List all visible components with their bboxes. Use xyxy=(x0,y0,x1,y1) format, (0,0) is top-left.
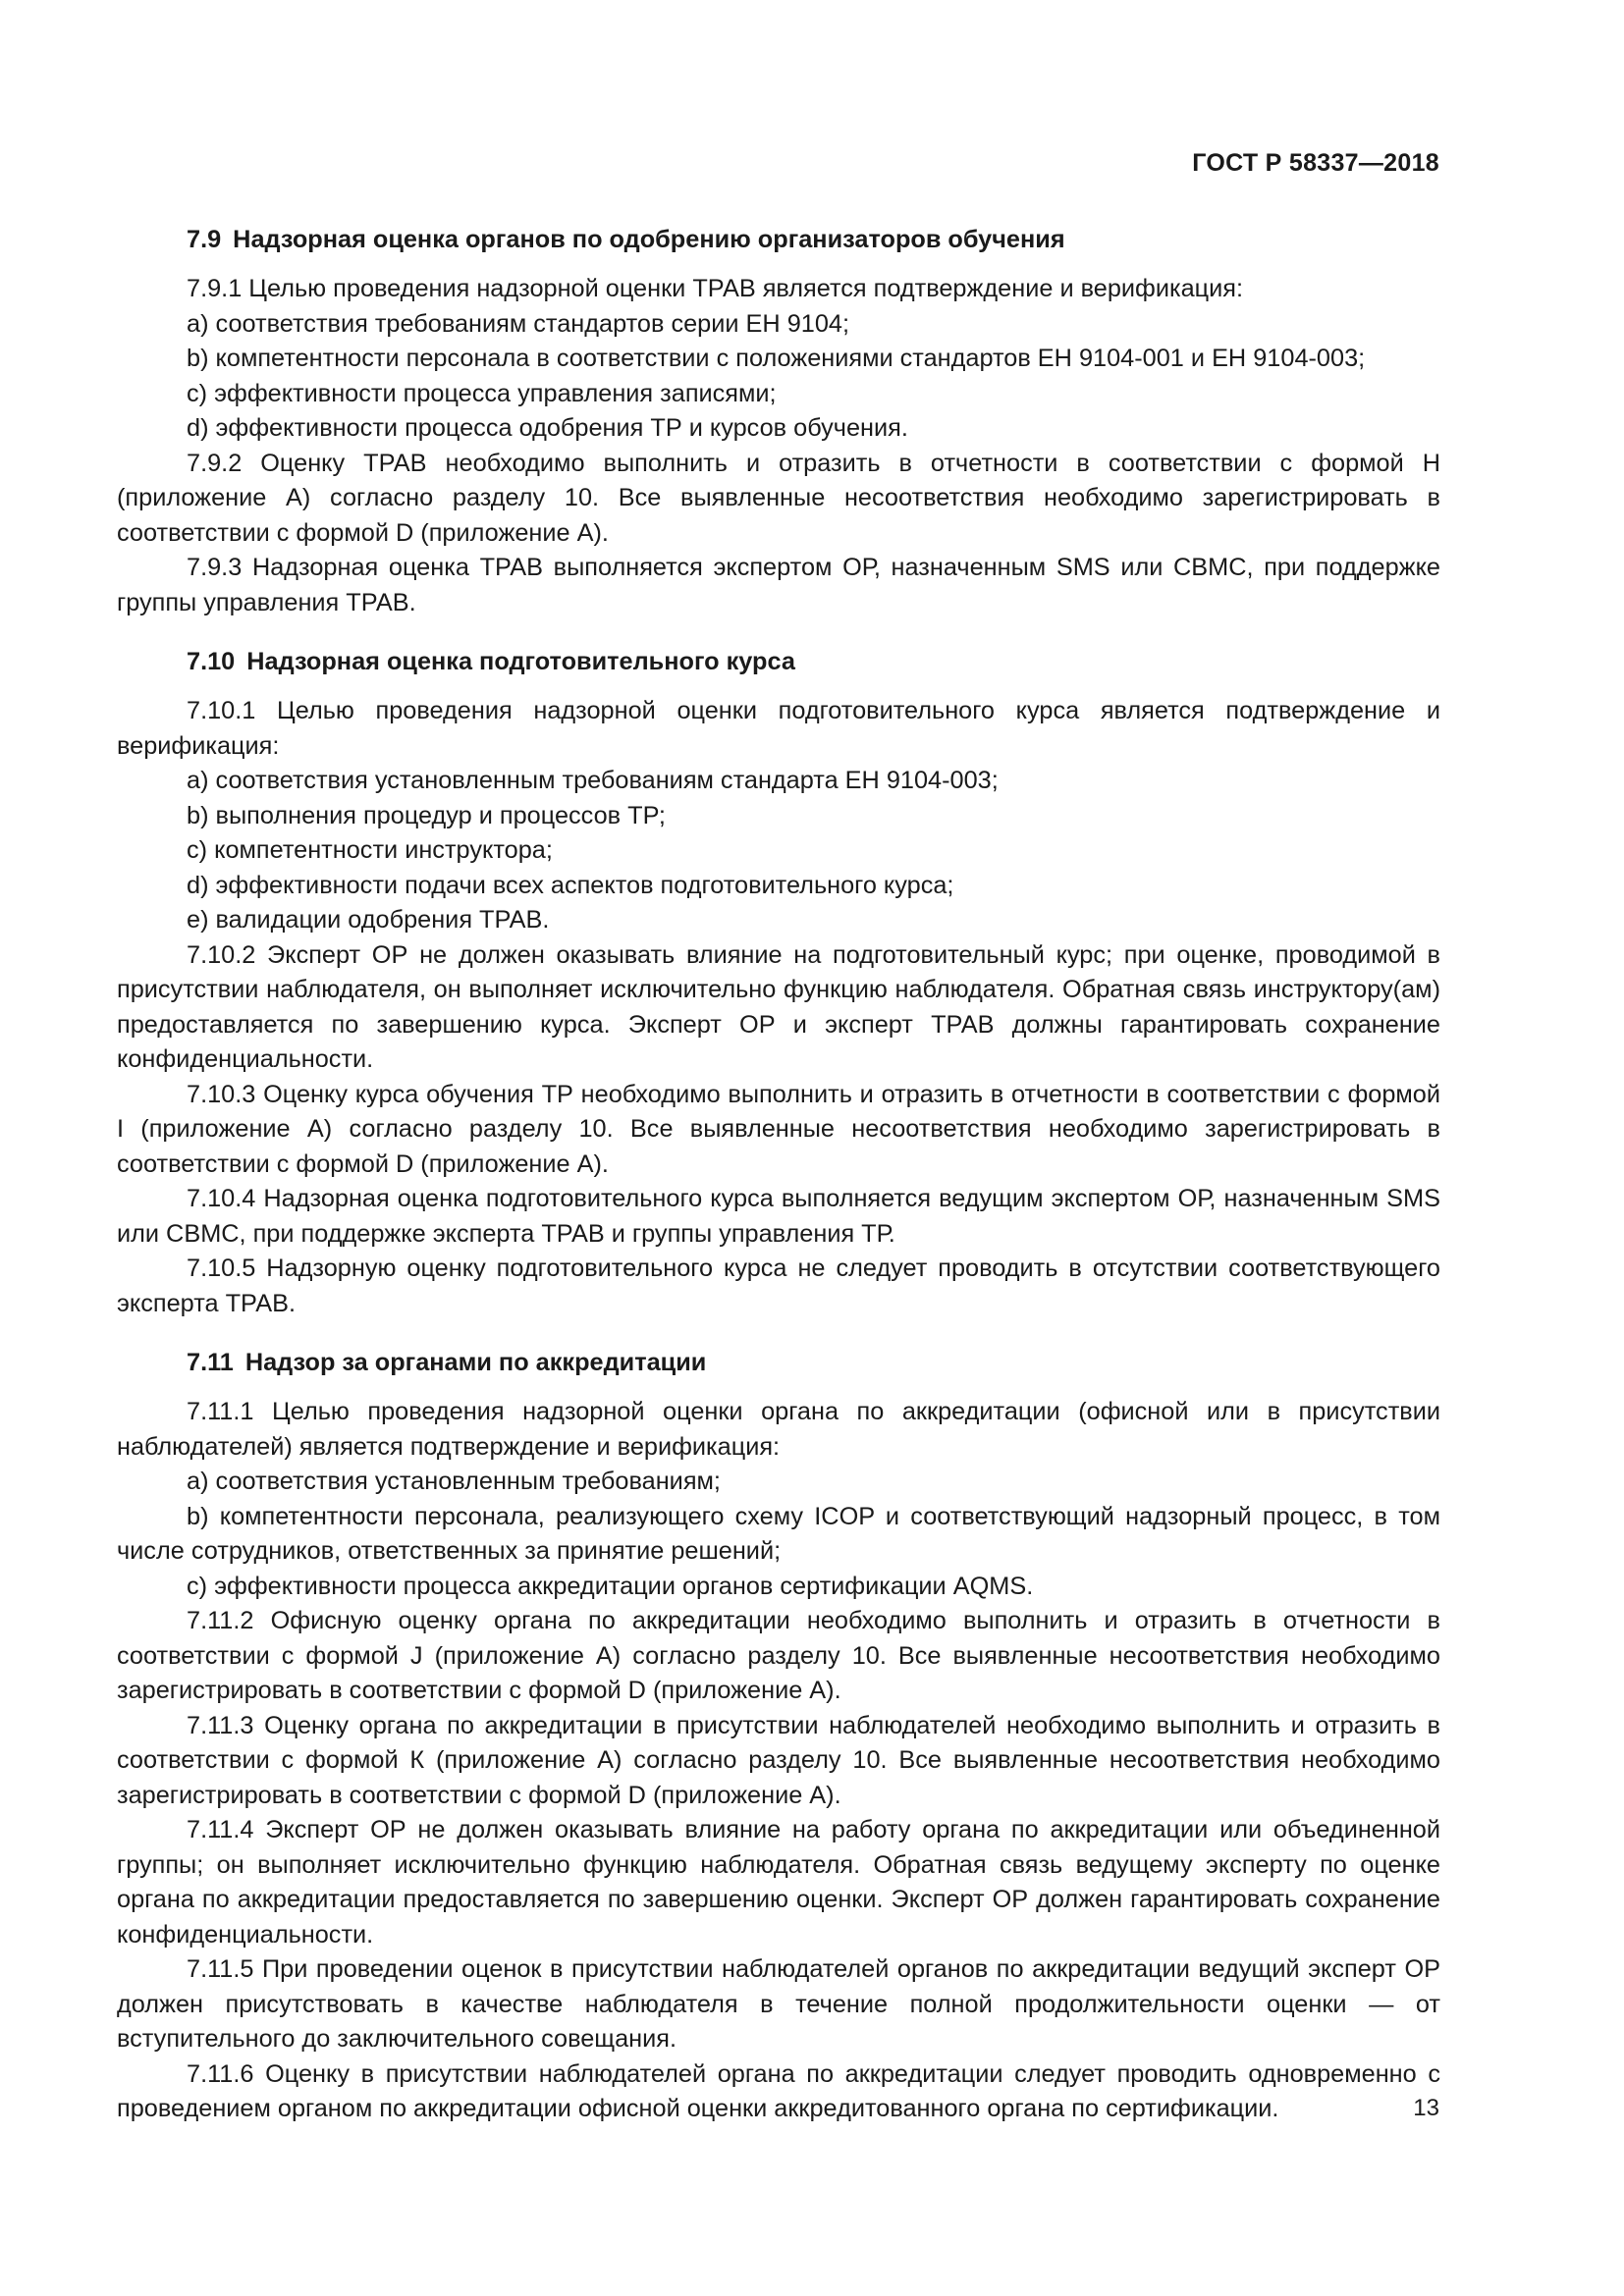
list-item: b) выполнения процедур и процессов ТР; xyxy=(187,801,666,829)
section-number: 7.10 xyxy=(187,648,236,675)
paragraph: 7.9.1 Целью проведения надзорной оценки ТРАВ является подтверждение и верификация: xyxy=(187,275,1244,302)
section-number: 7.11 xyxy=(187,1349,234,1376)
paragraph: 7.9.2 Оценку ТРАВ необходимо выполнить и отразить в отчетности в соответствии с формой Н (приложение А) согласно разделу 10. Все выявленные несоответствия необходимо зарегистрировать в соответствии с формой D (приложение А). xyxy=(117,449,1440,547)
list-item: d) эффективности процесса одобрения ТР и курсов обучения. xyxy=(187,414,908,442)
paragraph: 7.11.4 Эксперт ОР не должен оказывать влияние на работу органа по аккредитации или объединенной группы; он выполняет исключительно функцию наблюдателя. Обратная связь ведущему эксперту по оценке органа по аккредитации предоставляется по завершению оценки. Эксперт ОР должен гарантировать сохранение конфиденциальности. xyxy=(117,1816,1440,1949)
list-item: a) соответствия требованиям стандартов серии ЕН 9104; xyxy=(187,309,849,338)
paragraph: 7.10.5 Надзорную оценку подготовительного курса не следует проводить в отсутствии соответствующего эксперта ТРАВ. xyxy=(117,1255,1440,1317)
list-item: a) соответствия установленным требованиям; xyxy=(187,1468,721,1495)
document-body xyxy=(117,224,1440,2127)
list-item: a) соответствия установленным требованиям стандарта ЕН 9104-003; xyxy=(187,767,999,794)
section-title: Надзорная оценка подготовительного курса xyxy=(246,648,795,675)
list-item: c) эффективности процесса аккредитации органов сертификации AQMS. xyxy=(187,1572,1034,1600)
section-title: Надзорная оценка органов по одобрению организаторов обучения xyxy=(233,226,1065,253)
paragraph: 7.10.1 Целью проведения надзорной оценки подготовительного курса является подтверждение и верификация: xyxy=(117,697,1440,760)
paragraph: 7.11.1 Целью проведения надзорной оценки органа по аккредитации (офисной или в присутствии наблюдателей) является подтверждение и верификация: xyxy=(117,1398,1440,1461)
section-heading xyxy=(117,1347,1440,1378)
section-7-9 xyxy=(117,224,1440,620)
paragraph: 7.10.4 Надзорная оценка подготовительного курса выполняется ведущим экспертом ОР, назначенным SMS или СВМС, при поддержке эксперта ТРАВ и группы управления ТР. xyxy=(117,1185,1440,1248)
paragraph: 7.11.6 Оценку в присутствии наблюдателей органа по аккредитации следует проводить одновременно с проведением органом по аккредитации офисной оценки аккредитованного органа по сертификации. xyxy=(117,2059,1440,2122)
page-number: 13 xyxy=(1413,2095,1439,2121)
section-heading xyxy=(117,224,1440,255)
paragraph: 7.11.2 Офисную оценку органа по аккредитации необходимо выполнить и отразить в отчетности в соответствии с формой J (приложение А) согласно разделу 10. Все выявленные несоответствия необходимо зарегистрировать в соответствии с формой D (приложение А). xyxy=(117,1607,1440,1704)
document-id-header: ГОСТ Р 58337—2018 xyxy=(1192,149,1439,177)
list-item: b) компетентности персонала в соответствии с положениями стандартов ЕН 9104-001 и ЕН 9104-003; xyxy=(187,345,1366,372)
paragraph: 7.11.5 При проведении оценок в присутствии наблюдателей органов по аккредитации ведущий эксперт ОР должен присутствовать в качестве наблюдателя в течение полной продолжительности оценки — от вступительного до заключительного совещания. xyxy=(117,1955,1440,2053)
paragraph: 7.11.3 Оценку органа по аккредитации в присутствии наблюдателей необходимо выполнить и отразить в соответствии с формой К (приложение А) согласно разделу 10. Все выявленные несоответствия необходимо зарегистрировать в соответствии с формой D (приложение А). xyxy=(117,1711,1440,1809)
paragraph: 7.10.2 Эксперт ОР не должен оказывать влияние на подготовительный курс; при оценке, проводимой в присутствии наблюдателя, он выполняет исключительно функцию наблюдателя. Обратная связь инструктору(ам) предоставляется по завершению курса. Эксперт ОР и эксперт ТРАВ должны гарантировать сохранение конфиденциальности. xyxy=(117,940,1440,1073)
paragraph: 7.10.3 Оценку курса обучения ТР необходимо выполнить и отразить в отчетности в соответствии с формой I (приложение А) согласно разделу 10. Все выявленные несоответствия необходимо зарегистрировать в соответствии с формой D (приложение А). xyxy=(117,1080,1440,1178)
list-item: b) компетентности персонала, реализующего схему ICOP и соответствующий надзорный процесс, в том числе сотрудников, ответственных за принятие решений; xyxy=(117,1502,1440,1565)
section-number: 7.9 xyxy=(187,226,222,253)
section-7-11 xyxy=(117,1347,1440,2127)
paragraph: 7.9.3 Надзорная оценка ТРАВ выполняется экспертом ОР, назначенным SMS или СВМС, при поддержке группы управления ТРАВ. xyxy=(117,554,1440,616)
section-heading xyxy=(117,646,1440,677)
list-item: e) валидации одобрения ТРАВ. xyxy=(187,906,550,934)
list-item: c) эффективности процесса управления записями; xyxy=(187,379,777,407)
section-title: Надзор за органами по аккредитации xyxy=(244,1349,707,1376)
list-item: c) компетентности инструктора; xyxy=(187,836,553,864)
list-item: d) эффективности подачи всех аспектов подготовительного курса; xyxy=(187,871,954,899)
section-7-10 xyxy=(117,646,1440,1321)
